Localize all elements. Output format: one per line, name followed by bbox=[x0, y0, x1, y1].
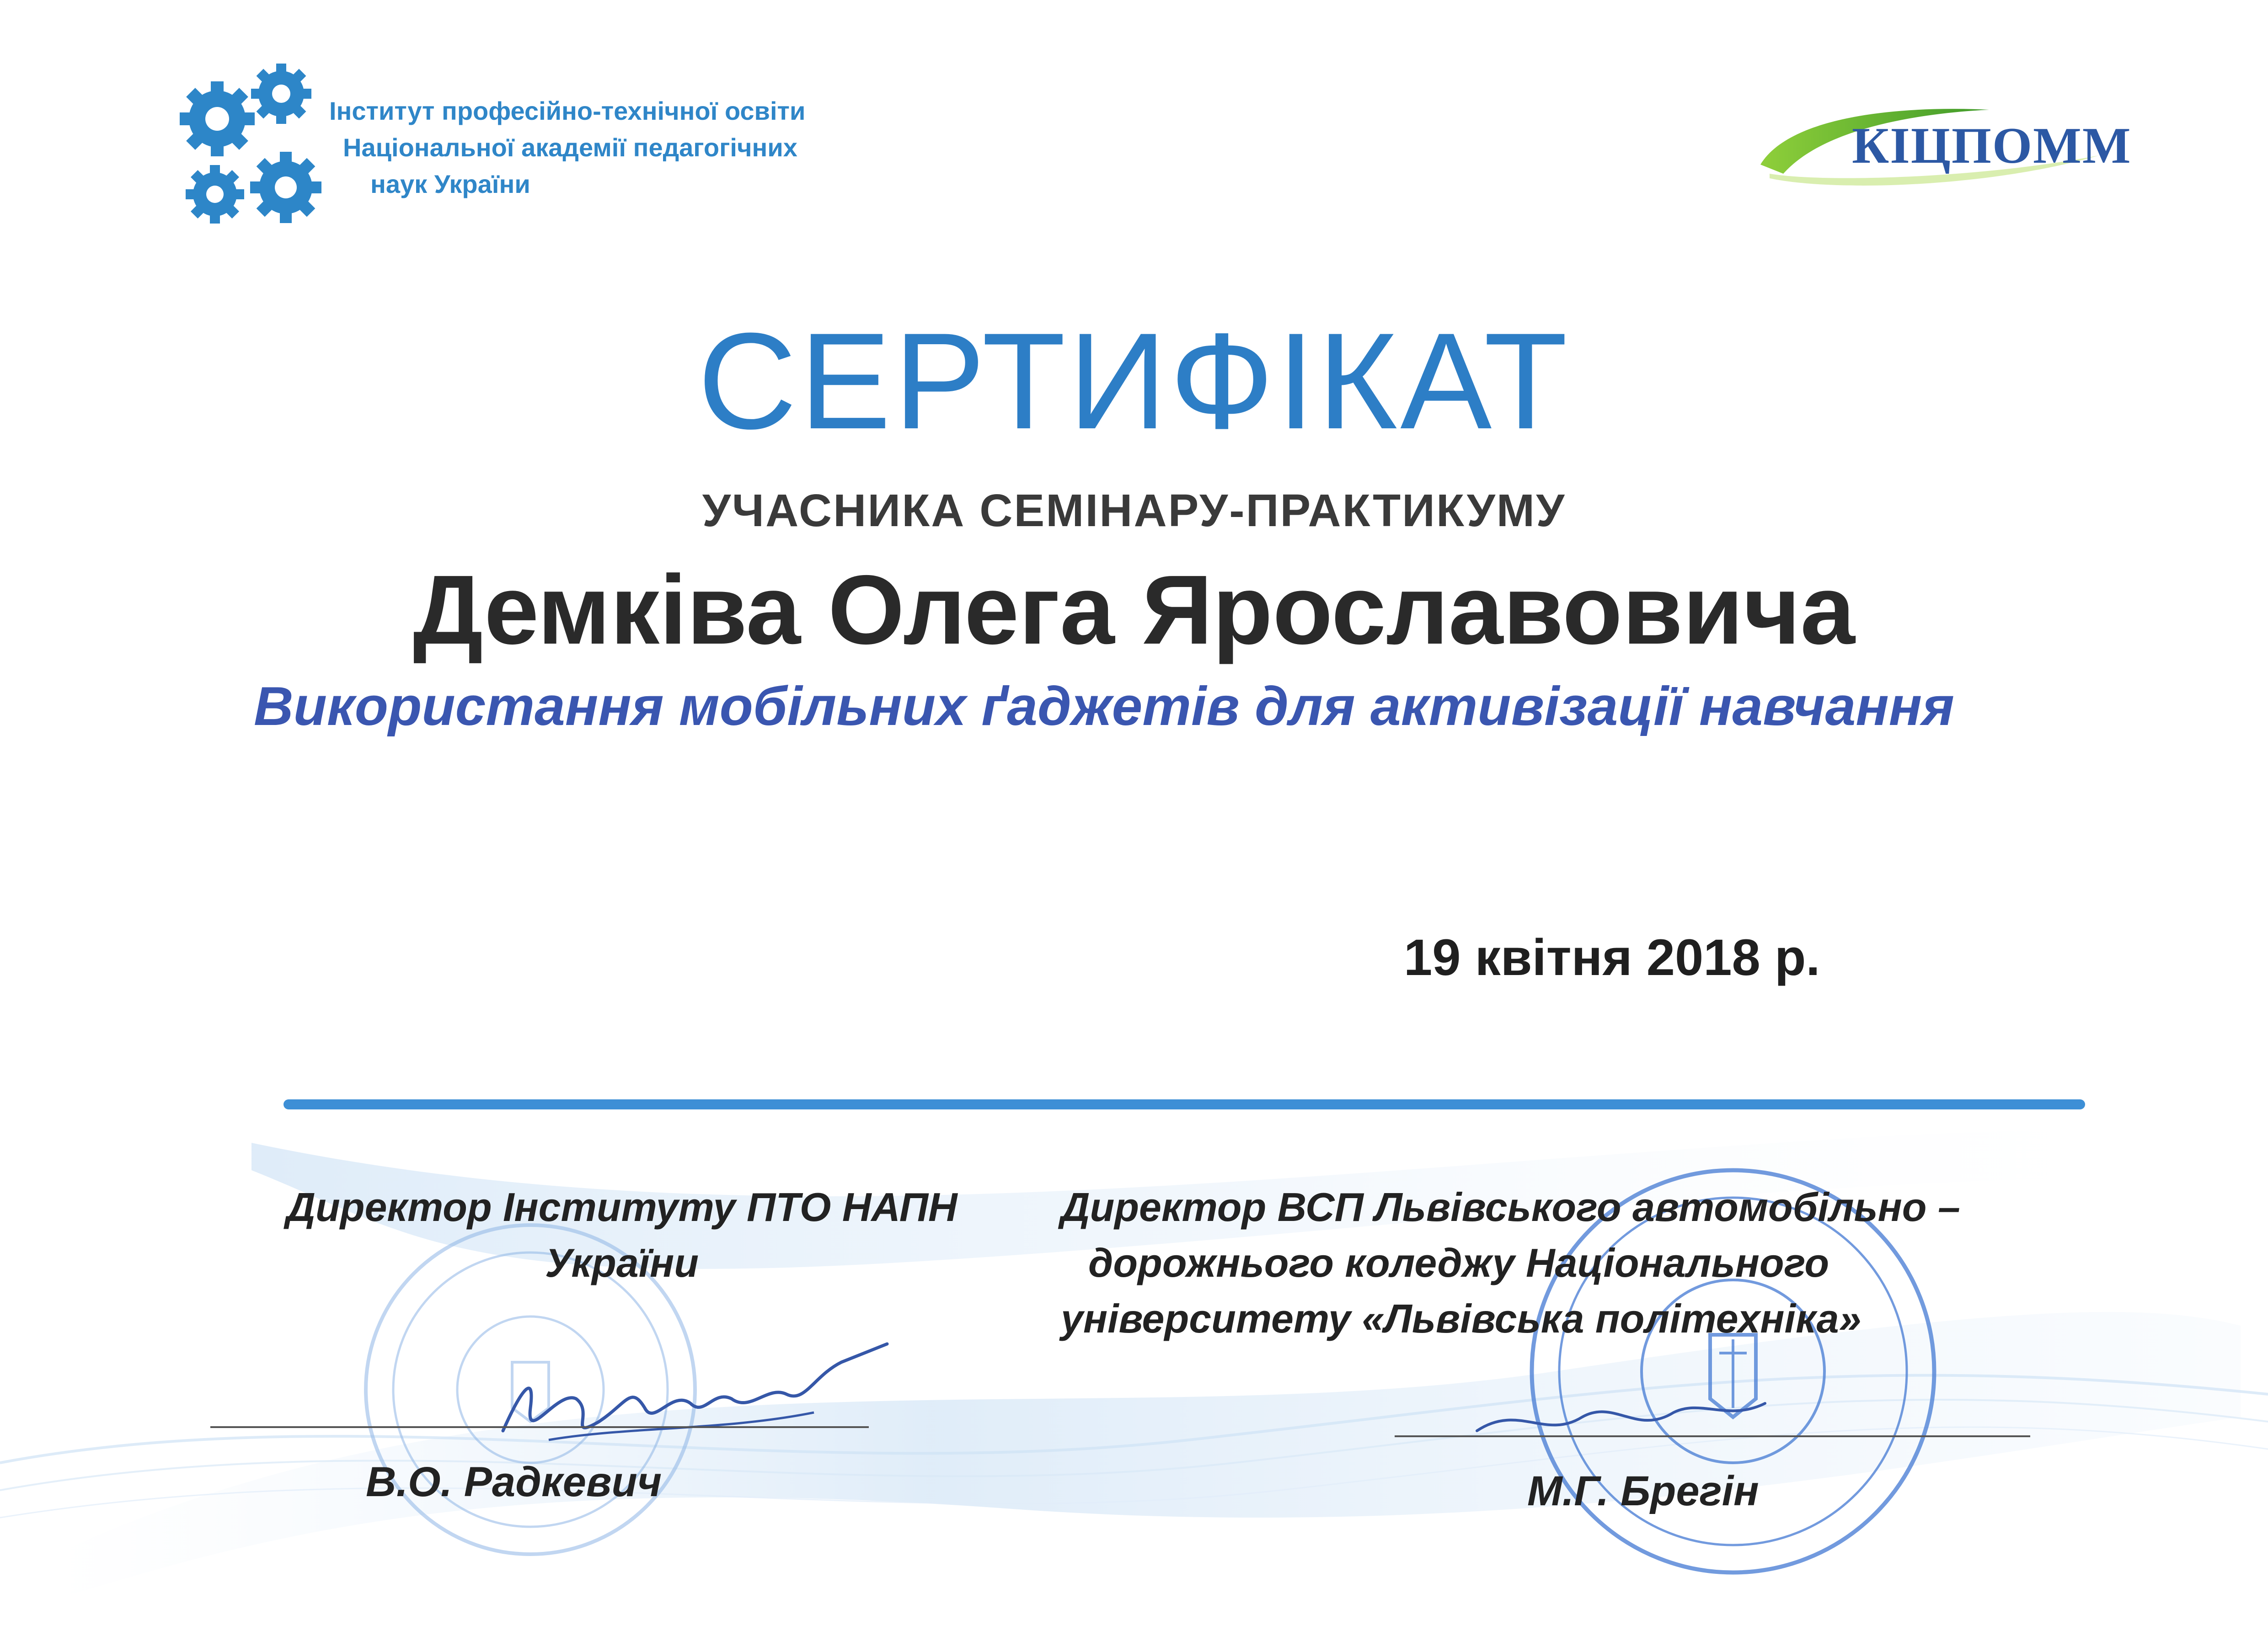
certificate-title: СЕРТИФІКАТ bbox=[697, 304, 1571, 458]
left-signer-title bbox=[174, 1179, 1070, 1291]
institute-line-3: наук України bbox=[370, 170, 530, 198]
divider-line bbox=[284, 1099, 2085, 1109]
recipient-name: Демківа Олега Ярославовича bbox=[413, 554, 1855, 665]
left-signer-title-line-2: України bbox=[545, 1240, 699, 1285]
left-signer-name: В.О. Радкевич bbox=[366, 1459, 662, 1505]
right-signer-title bbox=[1061, 1179, 2113, 1347]
right-signer-name: М.Г. Брегін bbox=[1527, 1468, 1759, 1514]
right-signer-title-line-1: Директор ВСП Львівського автомобільно – bbox=[1061, 1184, 1960, 1230]
left-signer-title-line-1: Директор Інституту ПТО НАПН bbox=[286, 1184, 957, 1230]
certificate-date: 19 квітня 2018 р. bbox=[1404, 929, 1820, 986]
right-signer-title-line-3: університету «Львівська політехніка» bbox=[1061, 1296, 1861, 1341]
institute-line-1: Інститут професійно-технічної освіти bbox=[329, 96, 806, 125]
seminar-topic: Використання мобільних ґаджетів для активізації навчання bbox=[254, 676, 1954, 737]
institute-line-2: Національної академії педагогічних bbox=[343, 133, 797, 162]
partner-logo-text: КІЦПОММ bbox=[1852, 117, 2132, 174]
left-signature-line bbox=[210, 1426, 869, 1428]
certificate-subtitle: УЧАСНИКА СЕМІНАРУ-ПРАКТИКУМУ bbox=[702, 485, 1566, 536]
gears-logo-icon bbox=[165, 50, 338, 242]
right-signer-title-line-2: дорожнього коледжу Національного bbox=[1088, 1240, 1829, 1285]
right-handwritten-signature-icon bbox=[1463, 1362, 1783, 1463]
right-signature-line bbox=[1395, 1435, 2030, 1437]
